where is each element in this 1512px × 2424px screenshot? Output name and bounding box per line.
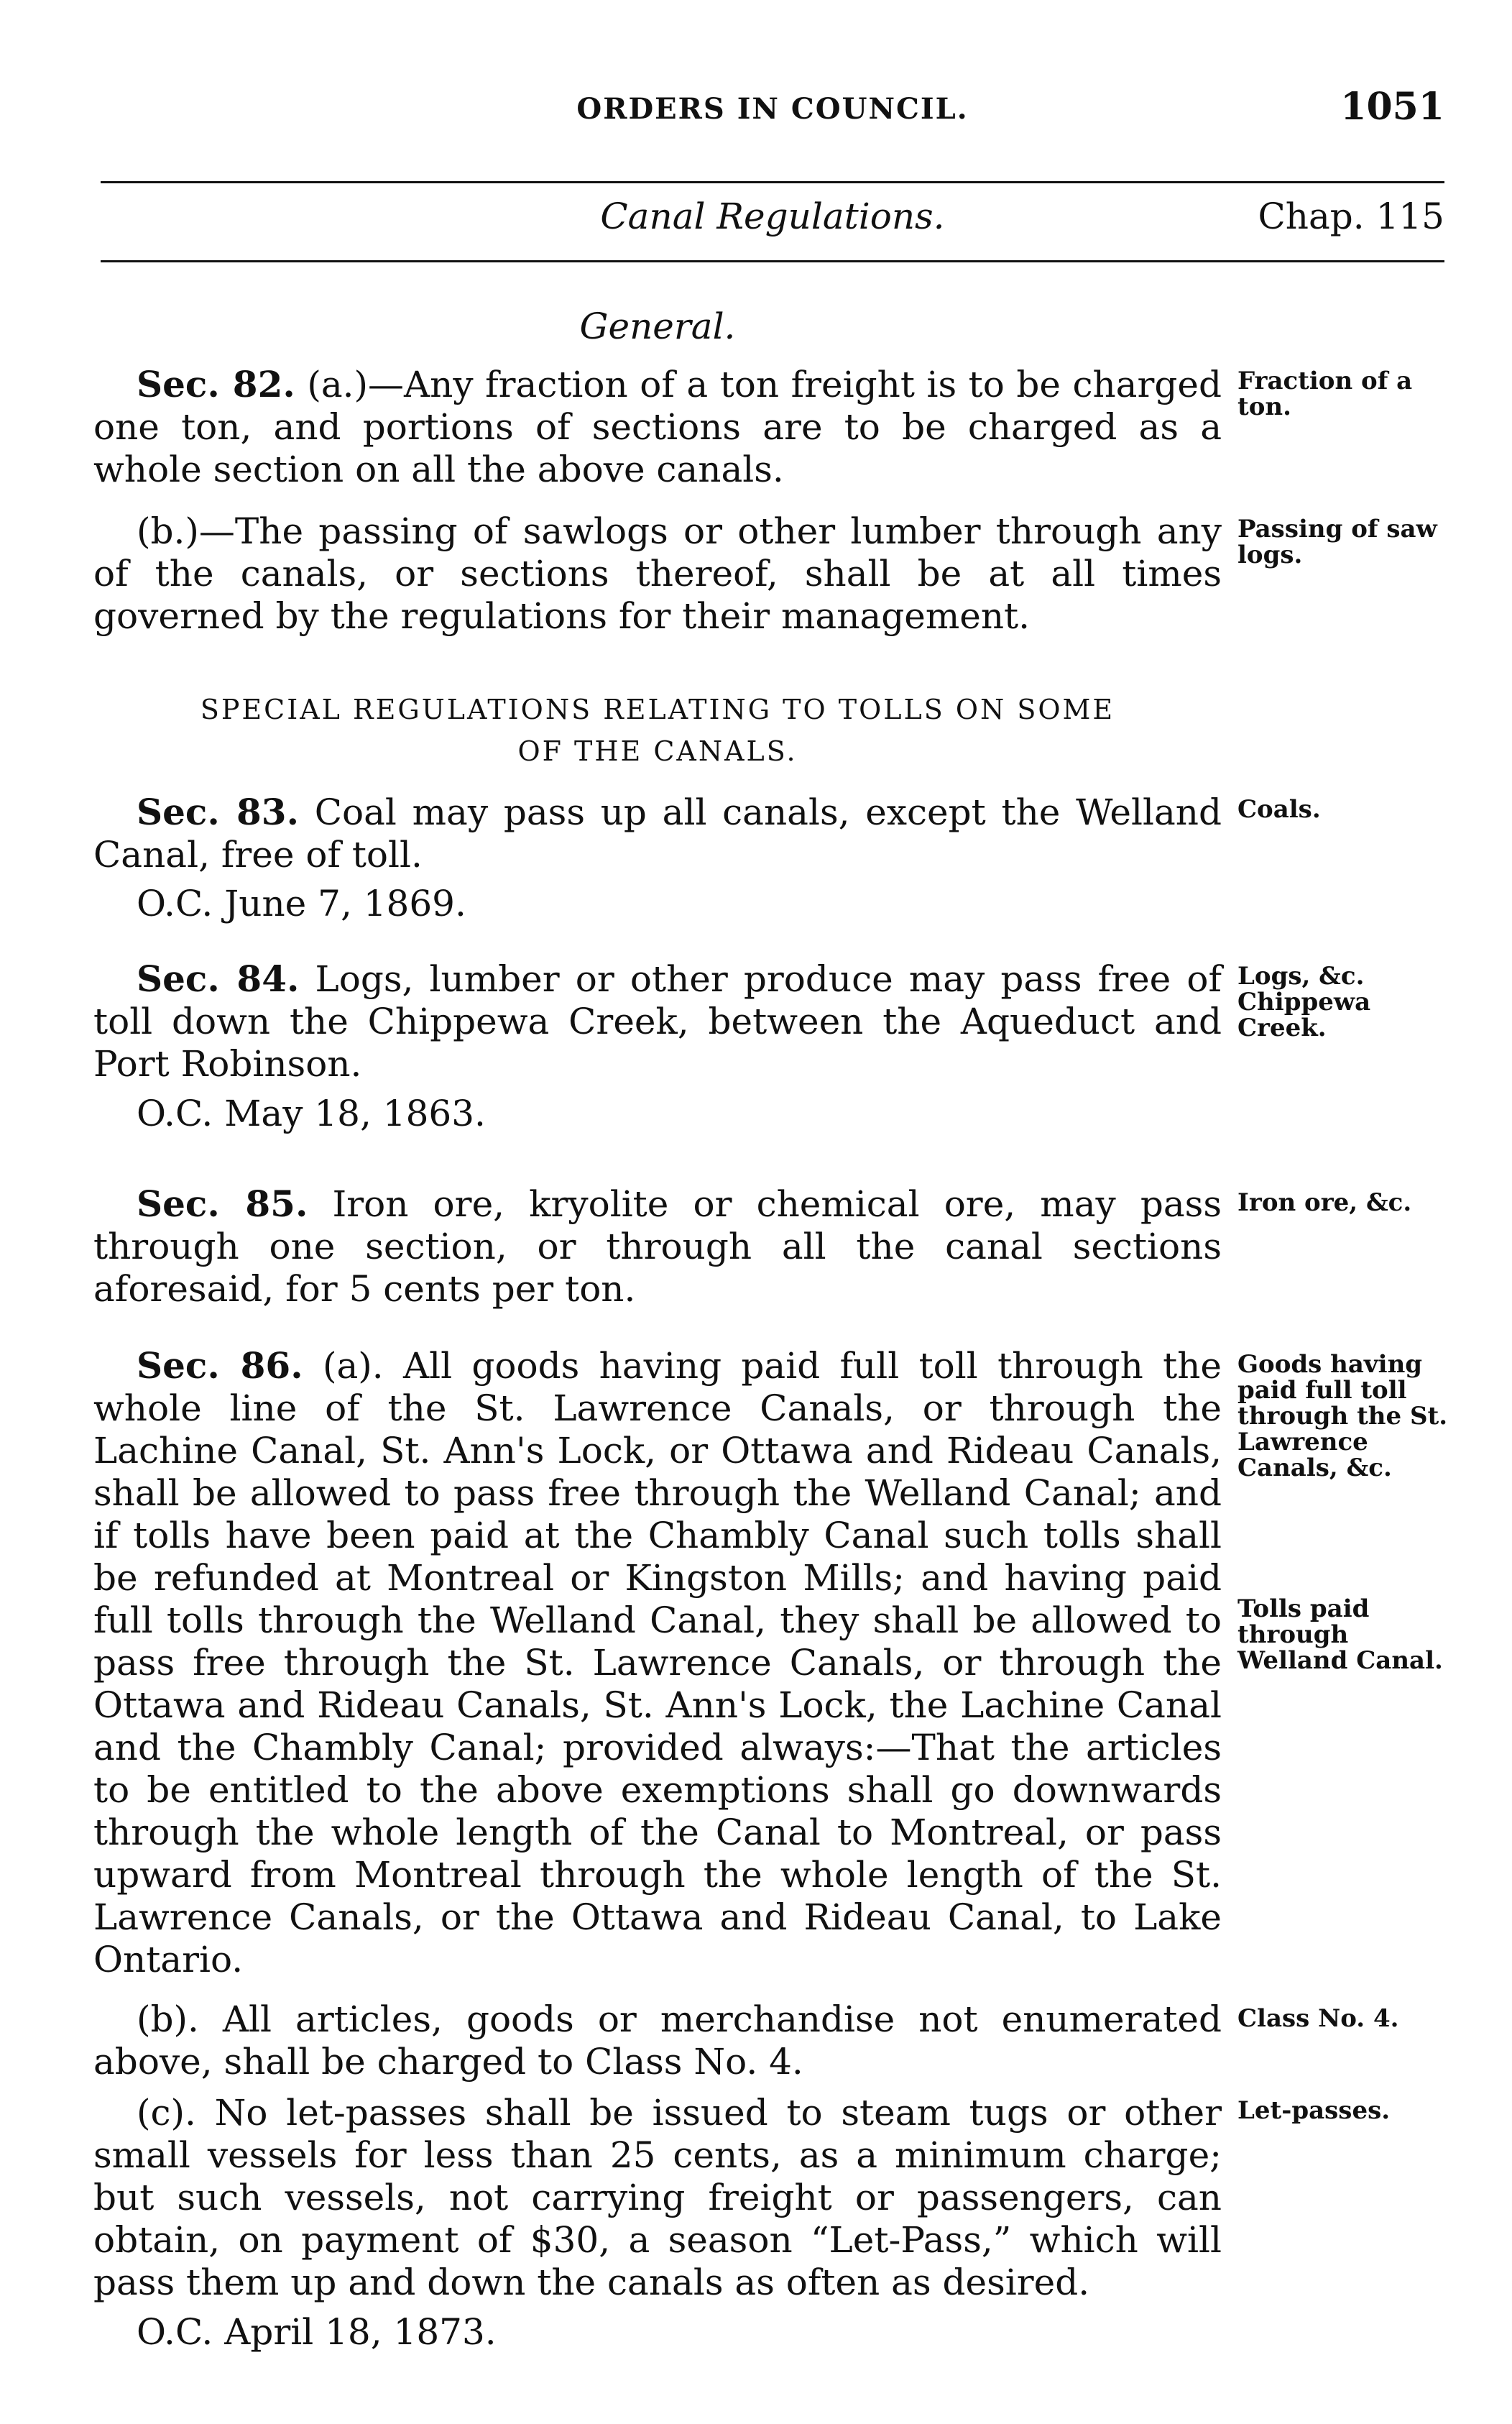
subhead <box>101 196 1444 246</box>
sec83-paragraph <box>93 791 1222 876</box>
sec85-label: Sec. 85. <box>137 1183 308 1225</box>
chapter-number: Chap. 115 <box>1258 196 1444 237</box>
section-title: Canal Regulations. <box>600 196 945 237</box>
sec86-order-date: O.C. April 18, 1873. <box>137 2311 497 2353</box>
sec82-a-paragraph <box>93 363 1222 491</box>
running-head <box>101 85 1444 135</box>
top-rule <box>101 181 1444 183</box>
special-heading-line1: SPECIAL REGULATIONS RELATING TO TOLLS ON SOME <box>200 694 1115 725</box>
sec86-label: Sec. 86. <box>137 1344 303 1387</box>
margin-note-goods: Goods having paid full toll through the St. Lawrence Canals, &c. <box>1237 1350 1448 1482</box>
margin-note-class4: Class No. 4. <box>1237 2004 1399 2033</box>
sec84-text: Logs, lumber or other produce may pass free of toll down the Chippewa Creek, between the Aqueduct and Port Robinson. <box>93 958 1222 1085</box>
sec82-a-text: (a.)—Any fraction of a ton freight is to be charged one ton, and portions of sections are to be charged as a whole section on all the above canals. <box>93 364 1222 490</box>
margin-note-tolls: Tolls paid through Welland Canal. <box>1237 1594 1443 1675</box>
sec86-b-paragraph: (b). All articles, goods or merchandise not enumerated above, shall be charged to Class No. 4. <box>93 1998 1222 2083</box>
sec86-c-paragraph: (c). No let-passes shall be issued to steam tugs or other small vessels for less than 25 cents, as a minimum charge; but such vessels, not carrying freight or passengers, can obtain, on payment of $30, a season “Let-Pass,” which will pass them up and down the canals as often as desired. <box>93 2092 1222 2303</box>
margin-note-sawlogs: Passing of saw logs. <box>1237 515 1437 569</box>
general-heading: General. <box>579 306 736 347</box>
margin-note-logs: Logs, &c. Chippewa Creek. <box>1237 962 1371 1042</box>
running-title: ORDERS IN COUNCIL. <box>576 92 969 126</box>
sec85-paragraph <box>93 1183 1222 1310</box>
sec84-paragraph <box>93 958 1222 1085</box>
sec86-a-text: (a). All goods having paid full toll through the whole line of the St. Lawrence Canals, or through the Lachine Canal, St. Ann's Lock, or Ottawa and Rideau Canals, shall be allowed to pass free through the Welland Canal; and if tolls have been paid at the Chambly Canal such tolls shall be refunded at Montreal or Kingston Mills; and having paid full tolls through the Welland Canal, they shall be allowed to pass free through the St. Lawrence Canals, or through the Ottawa and Rideau Canals, St. Ann's Lock, the Lachine Canal and the Chambly Canal; provided always:—That the articles to be entitled to the above exemptions shall go downwards through the whole length of the Canal to Montreal, or pass upward from Montreal through the whole length of the St. Lawrence Canals, or the Ottawa and Rideau Canal, to Lake Ontario. <box>93 1345 1222 1980</box>
sec83-order-date: O.C. June 7, 1869. <box>137 883 466 924</box>
sec82-label: Sec. 82. <box>137 363 295 405</box>
margin-note-letpasses: Let-passes. <box>1237 2096 1391 2125</box>
margin-note-coals: Coals. <box>1237 795 1321 824</box>
subhead-rule <box>101 260 1444 262</box>
special-heading-line2: OF THE CANALS. <box>517 735 798 767</box>
sec83-label: Sec. 83. <box>137 791 300 833</box>
sec83-text: Coal may pass up all canals, except the Welland Canal, free of toll. <box>93 791 1222 876</box>
sec82-b-paragraph: (b.)—The passing of sawlogs or other lumber through any of the canals, or sections thereof, shall be at all times governed by the regulations for their management. <box>93 510 1222 637</box>
margin-note-iron: Iron ore, &c. <box>1237 1188 1412 1217</box>
margin-note-fraction: Fraction of a ton. <box>1237 367 1413 421</box>
sec86-a-paragraph <box>93 1344 1222 1981</box>
page-number: 1051 <box>1340 85 1444 129</box>
sec84-order-date: O.C. May 18, 1863. <box>137 1093 486 1134</box>
sec84-label: Sec. 84. <box>137 958 300 1000</box>
special-heading <box>93 689 1222 772</box>
sec85-text: Iron ore, kryolite or chemical ore, may pass through one section, or through all the canal sections aforesaid, for 5 cents per ton. <box>93 1183 1222 1310</box>
